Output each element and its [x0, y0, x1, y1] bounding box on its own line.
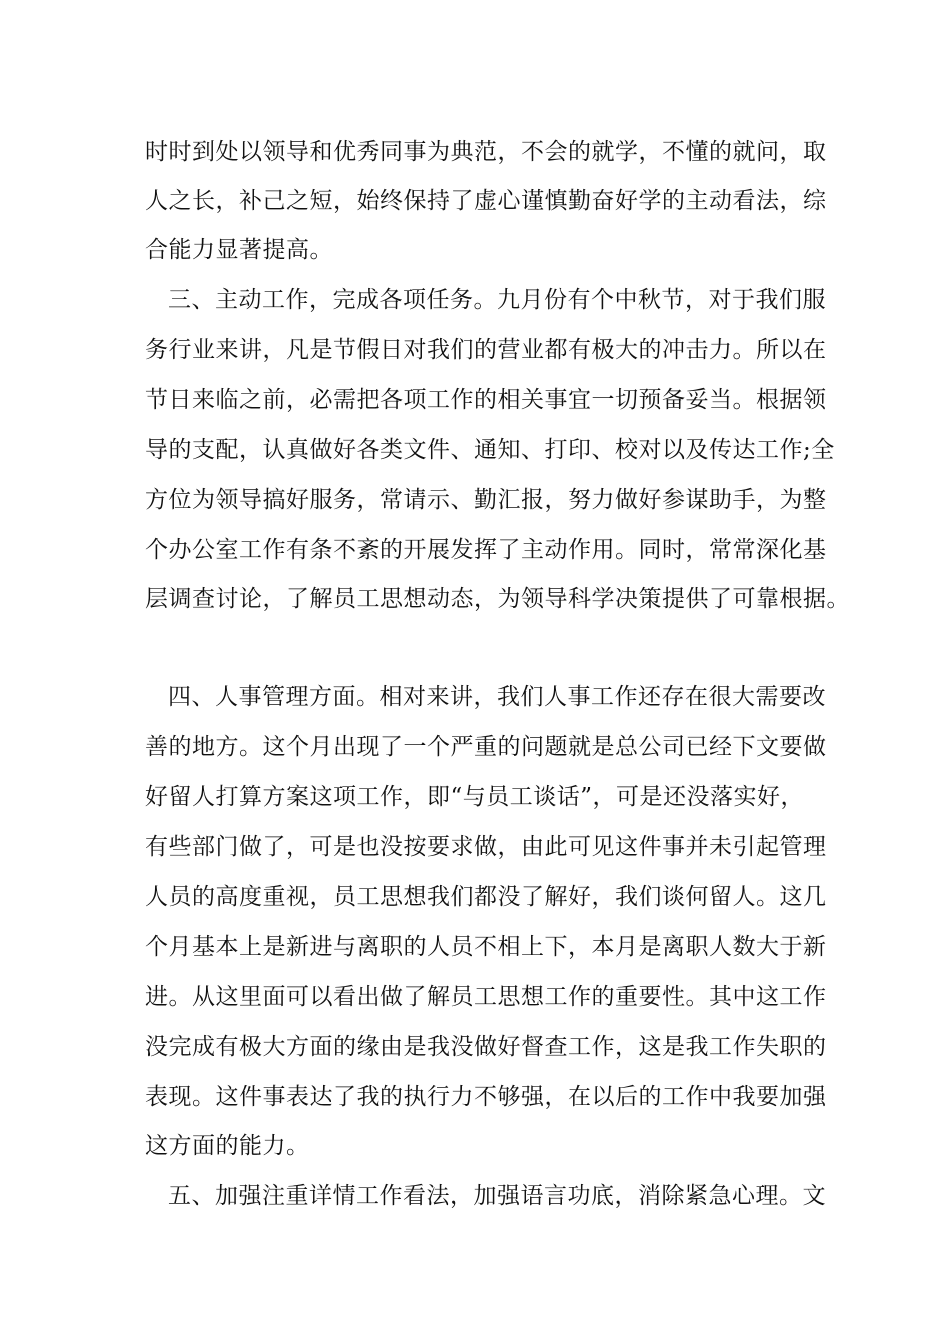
- text-line: 层调查讨论，了解员工思想动态，为领导科学决策提供了可靠根据。: [145, 586, 850, 612]
- text-line: 好留人打算方案这项工作，即“与员工谈话”，可是还没落实好，: [145, 784, 805, 810]
- text-line: 这方面的能力。: [145, 1133, 310, 1159]
- text-line: 善的地方。这个月出现了一个严重的问题就是总公司已经下文要做: [145, 734, 827, 760]
- text-line: 务行业来讲，凡是节假日对我们的营业都有极大的冲击力。所以在: [145, 337, 827, 363]
- text-line: 进。从这里面可以看出做了解员工思想工作的重要性。其中这工作: [145, 984, 827, 1010]
- text-line: 人员的高度重视，员工思想我们都没了解好，我们谈何留人。这几: [145, 884, 827, 910]
- text-line: 合能力显著提高。: [145, 237, 333, 263]
- text-line: 导的支配，认真做好各类文件、通知、打印、校对以及传达工作;全: [145, 437, 835, 463]
- text-line: 没完成有极大方面的缘由是我没做好督查工作，这是我工作失职的: [145, 1034, 827, 1060]
- text-line: 表现。这件事表达了我的执行力不够强，在以后的工作中我要加强: [145, 1084, 827, 1110]
- text-line: 节日来临之前，必需把各项工作的相关事宜一切预备妥当。根据领: [145, 387, 827, 413]
- text-line: 时时到处以领导和优秀同事为典范，不会的就学，不懂的就问，取: [145, 139, 827, 165]
- text-line: 个办公室工作有条不紊的开展发挥了主动作用。同时，常常深化基: [145, 537, 827, 563]
- paragraph-heading-4: 四、人事管理方面。相对来讲，我们人事工作还存在很大需要改: [168, 684, 826, 710]
- paragraph-heading-5: 五、加强注重详情工作看法，加强语言功底，消除紧急心理。文: [168, 1183, 826, 1209]
- text-line: 个月基本上是新进与离职的人员不相上下，本月是离职人数大于新: [145, 934, 827, 960]
- text-line: 方位为领导搞好服务，常请示、勤汇报，努力做好参谋助手，为整: [145, 487, 827, 513]
- paragraph-heading-3: 三、主动工作，完成各项任务。九月份有个中秋节，对于我们服: [168, 287, 826, 313]
- text-line: 人之长，补己之短，始终保持了虚心谨慎勤奋好学的主动看法，综: [145, 188, 827, 214]
- text-line: 有些部门做了，可是也没按要求做，由此可见这件事并未引起管理: [145, 834, 827, 860]
